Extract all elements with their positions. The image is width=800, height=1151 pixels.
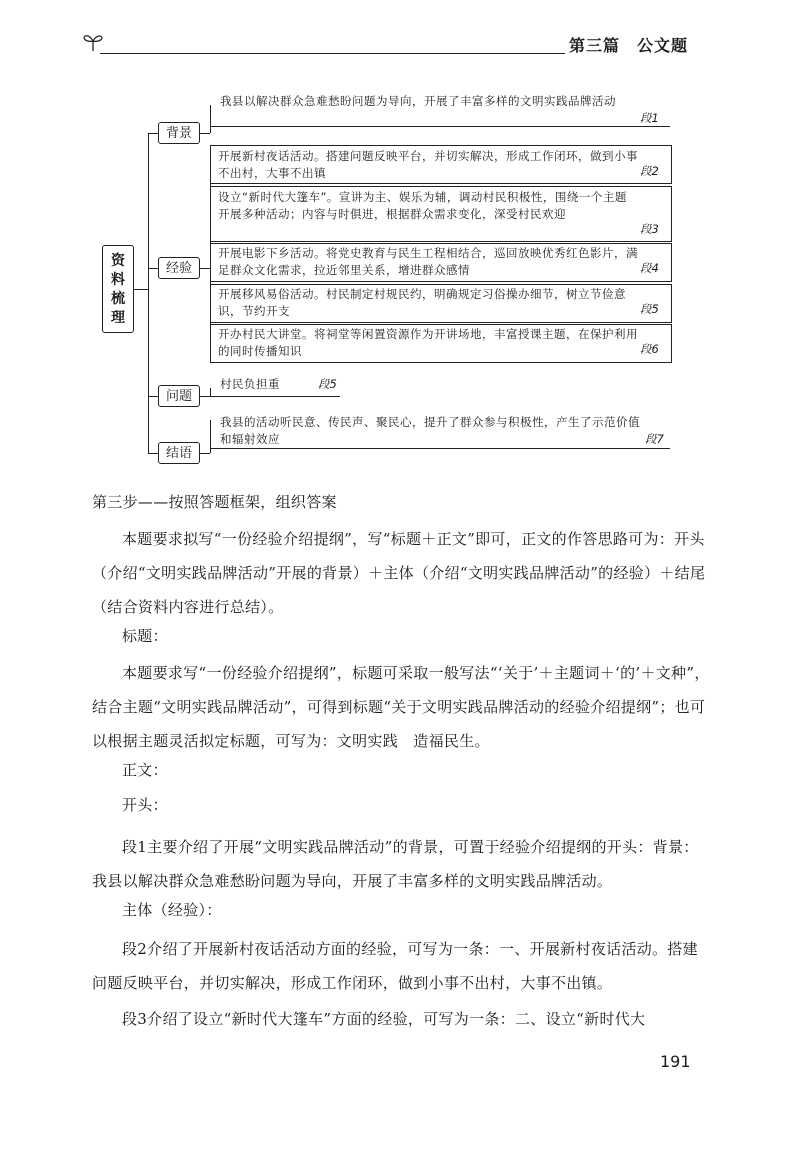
mindmap-item-3: 设立“新时代大篷车”。宣讲为主、娱乐为辅，调动村民积极性，围绕一个主题开展多种活动；内容与时俱进，根据群众需求变化，深受村民欢迎 — [218, 190, 627, 221]
header-rule — [100, 53, 590, 54]
branch-conclusion: 结语 — [158, 442, 200, 464]
underline — [210, 396, 340, 397]
branch-problem: 问题 — [158, 385, 200, 407]
step-heading: 第三步——按照答题框架，组织答案 — [92, 493, 337, 511]
segment-label: 段7 — [645, 432, 664, 446]
page-number: 191 — [660, 1052, 691, 1071]
mindmap-root-label: 资料梳理 — [111, 253, 125, 326]
branch-experience: 经验 — [158, 257, 200, 279]
paragraph: 本题要求写“一份经验介绍提纲”，标题可采取一般写法“‘关于’＋主题词＋‘的’＋文种”，结合主题“文明实践品牌活动”，可得到标题“关于文明实践品牌活动的经验介绍提纲”；也可以根据主题灵活拟定标题，可写为：文明实践 造福民生。 — [92, 664, 710, 750]
mindmap-root — [102, 245, 134, 333]
connector — [148, 453, 158, 454]
paragraph: 段3介绍了设立“新时代大篷车”方面的经验，可写为一条：二、设立“新时代大 — [122, 1010, 646, 1028]
paragraph: 段2介绍了开展新村夜话活动方面的经验，可写为一条：一、开展新村夜话活动。搭建问题反映平台，并切实解决，形成工作闭环，做到小事不出村，大事不出镇。 — [92, 940, 698, 992]
connector — [210, 105, 211, 133]
connector — [200, 396, 210, 397]
mindmap-item-2: 开展新村夜话活动。搭建问题反映平台，并切实解决，形成工作闭环，做到小事不出村，大事不出镇 — [218, 149, 638, 180]
connector — [200, 453, 210, 454]
segment-label: 段5 — [318, 377, 337, 391]
paragraph: 段1主要介绍了开展“文明实践品牌活动”的背景，可置于经验介绍提纲的开头：背景：我县以解决群众急难愁盼问题为导向，开展了丰富多样的文明实践品牌活动。 — [92, 838, 699, 890]
connector — [148, 268, 158, 269]
mindmap-item-1: 我县以解决群众急难愁盼问题为导向，开展了丰富多样的文明实践品牌活动 — [220, 94, 616, 108]
segment-label: 段3 — [640, 222, 659, 236]
connector — [200, 268, 210, 269]
mindmap-item-6: 开办村民大讲堂。将祠堂等闲置资源作为开讲场地，丰富授课主题，在保护利用的同时传播知识 — [218, 327, 638, 358]
paragraph: 本题要求拟写“一份经验介绍提纲”，写“标题＋正文”即可，正文的作答思路可为：开头（介绍“文明实践品牌活动”开展的背景）＋主体（介绍“文明实践品牌活动”的经验）＋结尾（结合资料内容进行总结）。 — [92, 530, 706, 616]
header-title: 第三篇 公文题 — [565, 33, 692, 56]
segment-label: 段5 — [640, 302, 659, 316]
trunk-line — [148, 133, 149, 453]
mindmap-item-5: 开展移风易俗活动。村民制定村规民约，明确规定习俗操办细节，树立节俭意识，节约开支 — [218, 287, 626, 318]
segment-label: 段2 — [640, 164, 659, 178]
mindmap-item-7: 村民负担重 — [220, 377, 280, 391]
underline — [210, 126, 670, 127]
connector — [134, 289, 148, 290]
underline — [210, 448, 670, 449]
connector — [148, 396, 158, 397]
label-opening: 开头： — [122, 796, 168, 814]
segment-label: 段1 — [640, 111, 659, 125]
label-body: 正文： — [122, 761, 168, 779]
segment-label: 段4 — [640, 261, 659, 275]
branch-background: 背景 — [158, 122, 200, 144]
connector — [210, 388, 211, 396]
connector — [200, 133, 210, 134]
mindmap-item-4: 开展电影下乡活动。将党史教育与民生工程相结合，巡回放映优秀红色影片，满足群众文化需求，拉近邻里关系，增进群众感情 — [218, 246, 638, 277]
mindmap-item-8: 我县的活动听民意、传民声、聚民心，提升了群众参与积极性，产生了示范价值和辐射效应 — [220, 415, 640, 446]
connector — [148, 133, 158, 134]
segment-label: 段6 — [640, 342, 659, 356]
label-main: 主体（经验）： — [122, 901, 222, 919]
label-title: 标题： — [122, 627, 168, 645]
